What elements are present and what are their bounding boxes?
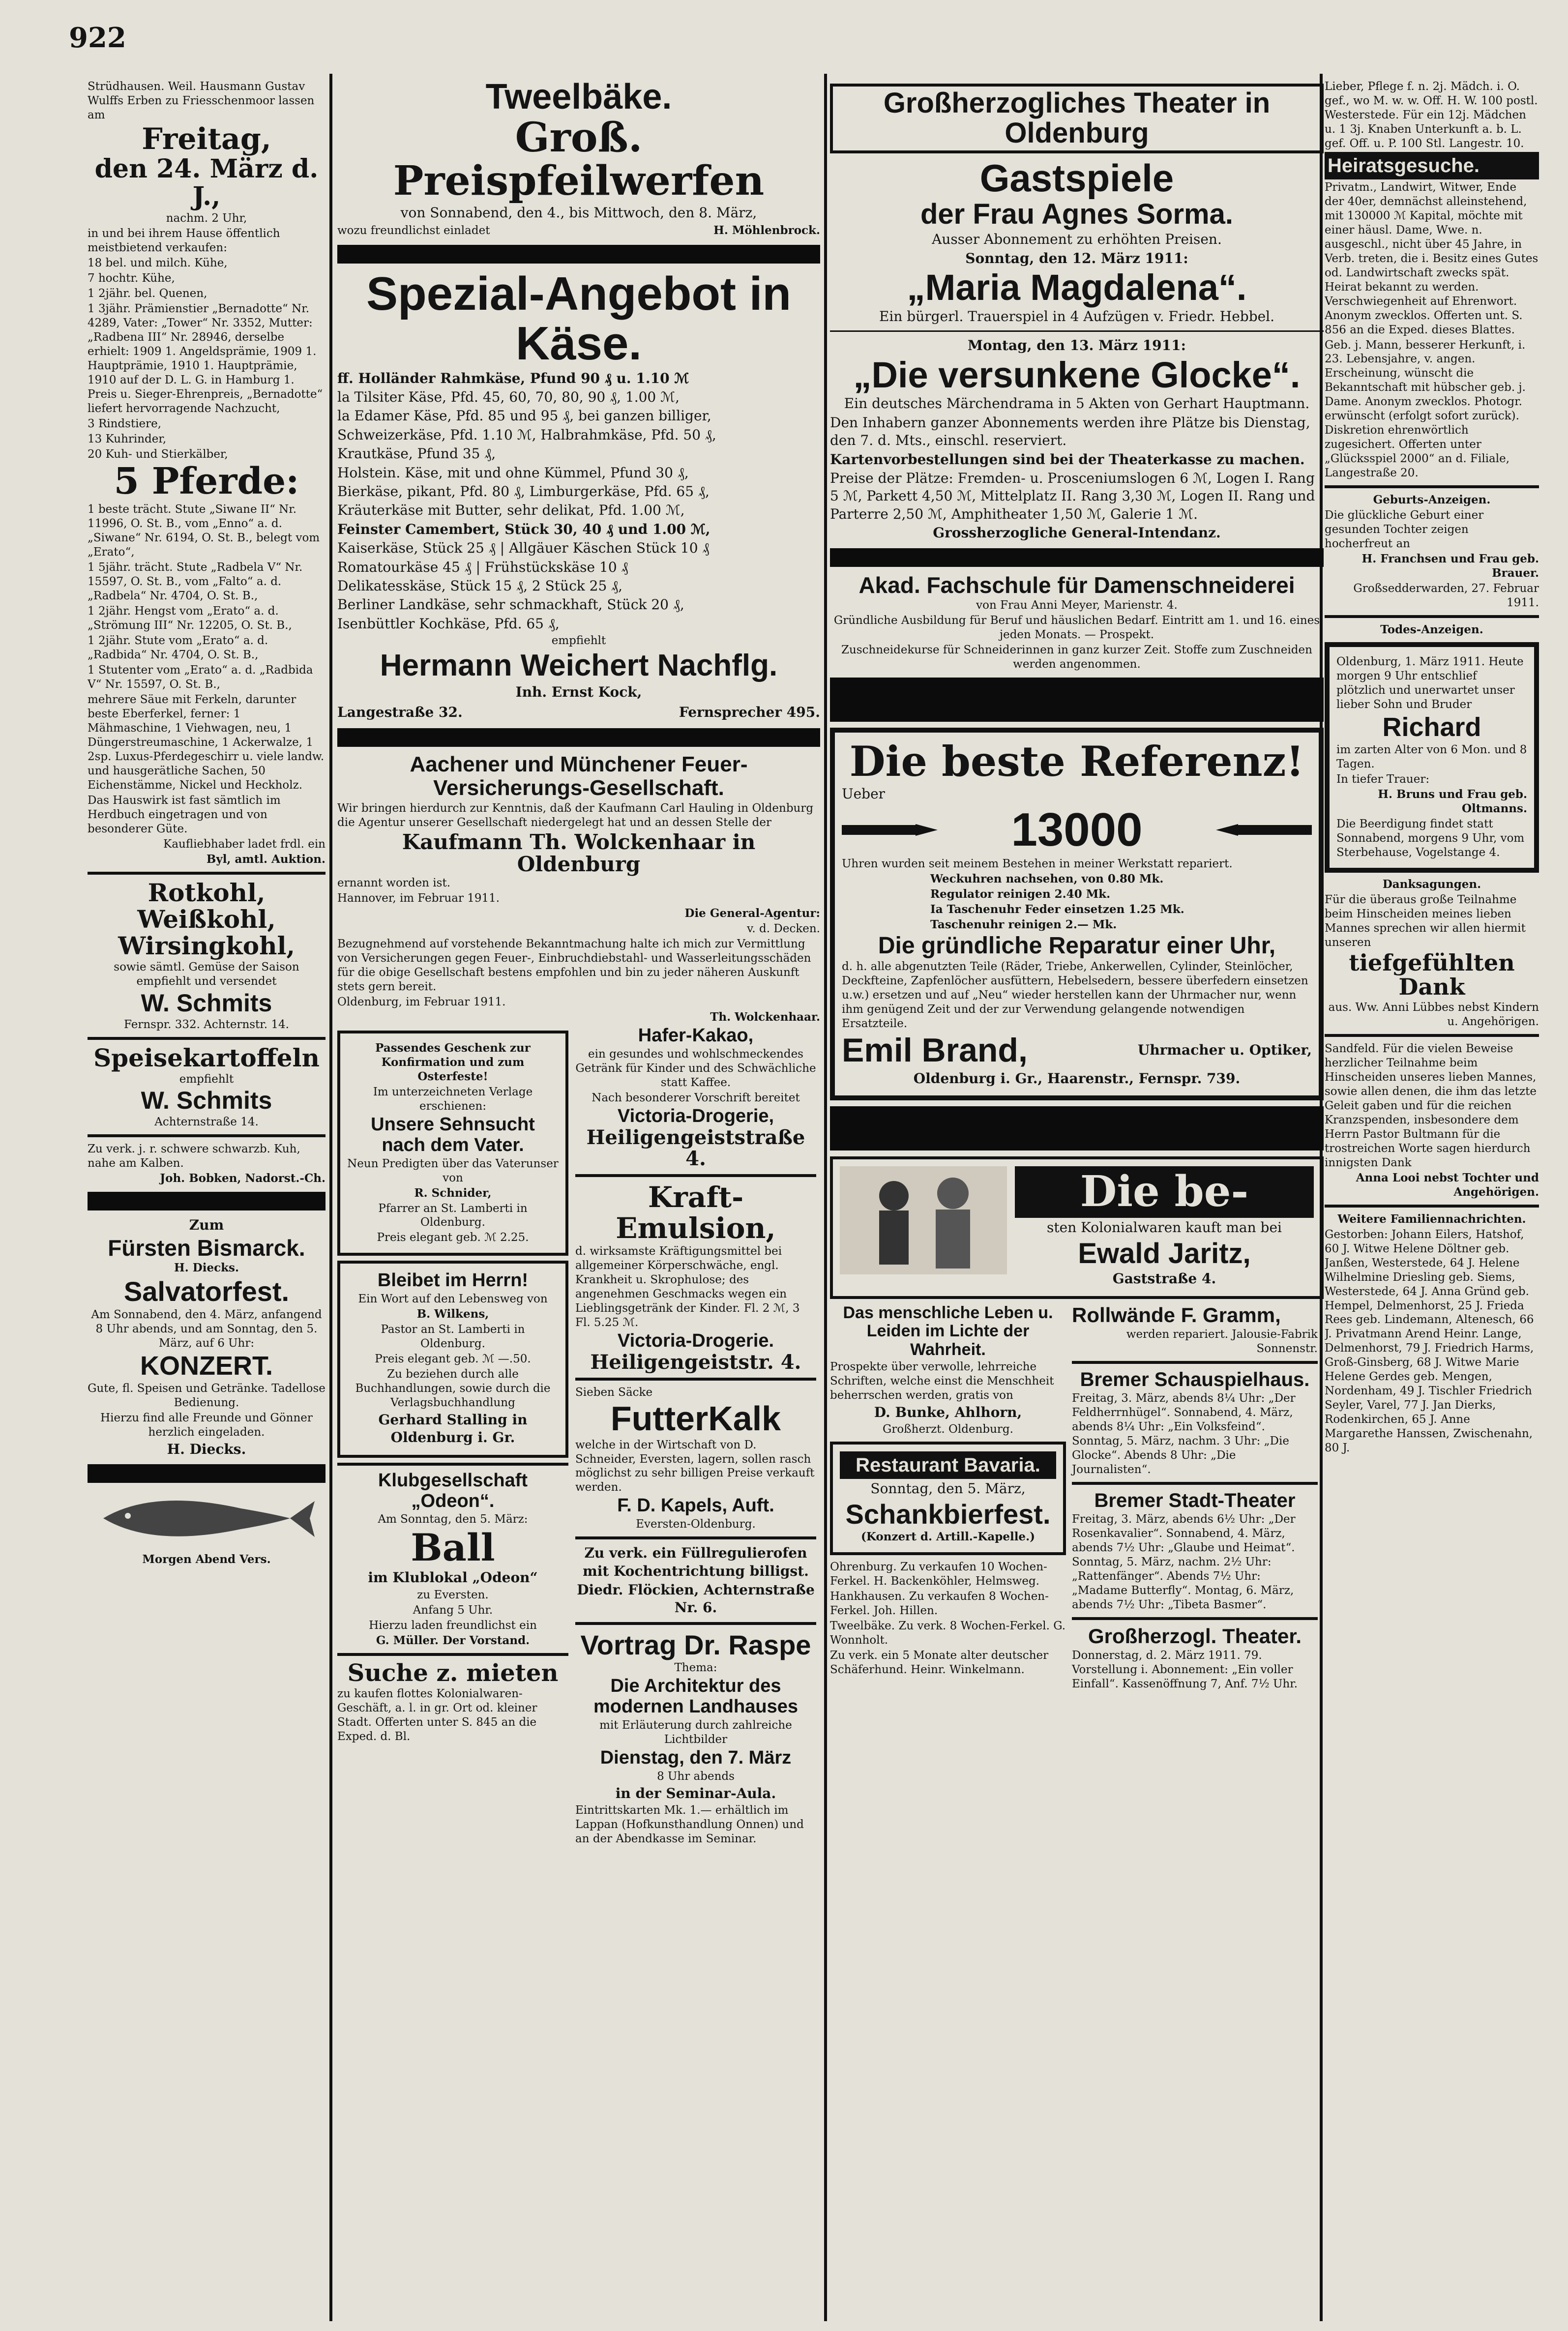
- list-item: 13 Kuhrinder,: [88, 432, 167, 445]
- insurance-named: ernannt worden ist.: [337, 877, 451, 890]
- list-item: Delikatesskäse, Stück 15 ₰, 2 Stück 25 ₰,: [337, 577, 623, 594]
- leben-text: Prospekte über verwolle, lehrreiche Schriften, welche einst die Menschheit beherrschen werden, gratis von: [830, 1360, 1054, 1402]
- dank2-text: Sandfeld. Für die vielen Beweise herzlicher Teilnahme beim Hinscheiden unseres lieben Mannes, sowie allen denen, die ihm das letzte Geleit gaben und für die reichen Kranzspenden, insbesondere dem Herrn Pastor Bultmann für die trostreichen Worte sagen hierdurch innigsten Dank: [1325, 1042, 1537, 1169]
- gastspiele-heading: Gastspiele: [979, 156, 1174, 200]
- brand-address: Oldenburg i. Gr., Haarenstr., Fernspr. 739.: [913, 1070, 1241, 1087]
- gift-text-2: Neun Predigten über das Vaterunser von: [347, 1157, 559, 1184]
- fuell-text: Zu verk. ein Füllregulierofen mit Kochentrichtung billigst.: [583, 1545, 809, 1579]
- jaritz-name: Ewald Jaritz,: [1078, 1237, 1251, 1269]
- list-item: Romatourkäse 45 ₰ | Frühstückskäse 10 ₰: [337, 559, 628, 575]
- list-item: Feinster Camembert, Stück 30, 40 ₰ und 1.00 ℳ,: [337, 521, 710, 537]
- ghz-heading: Großherzogl. Theater.: [1088, 1624, 1302, 1648]
- ball-time: Anfang 5 Uhr.: [413, 1603, 493, 1617]
- kapels-name: F. D. Kapels, Auft.: [617, 1495, 774, 1516]
- cow-ad: Zu verk. j. r. schwere schwarzb. Kuh, nahe am Kalben.: [88, 1143, 300, 1170]
- list-item: 1 2jähr. Hengst vom „Erato“ a. d. „Strömung III“ Nr. 12205, O. St. B.,: [88, 605, 292, 632]
- list-item: 20 Kuh- und Stierkälber,: [88, 447, 228, 461]
- list-item: 1 Stutenter vom „Erato“ a. d. „Radbida V“ Nr. 15597, O. St. B.,: [88, 664, 313, 691]
- list-item: Kaiserkäse, Stück 25 ₰ | Allgäuer Käschen Stück 10 ₰: [337, 540, 710, 557]
- bismarck-signature: H. Diecks.: [174, 1261, 239, 1275]
- gift-book: Unsere Sehnsucht nach dem Vater.: [371, 1114, 535, 1155]
- col3-right: [1072, 1304, 1318, 1692]
- stalling-column: [337, 1026, 568, 1847]
- konzert-heading: KONZERT.: [140, 1351, 273, 1381]
- list-item: 7 hochtr. Kühe,: [88, 271, 175, 285]
- black-bar: [88, 1192, 325, 1210]
- list-item: Taschenuhr reinigen 2.— Mk.: [930, 917, 1117, 931]
- divider: [1072, 1617, 1318, 1620]
- diebe-sub: sten Kolonialwaren kauft man bei: [1047, 1219, 1282, 1236]
- bavaria-ad: [830, 1442, 1066, 1555]
- bremer-text: Freitag, 3. März, abends 8¼ Uhr: „Der Feldherrnhügel“. Sonnabend, 4. März, abends 8¼ Uhr: „Ein Volksfeind“. Sonntag, 5. März, nachm. 3 Uhr: „Die Glocke“. Abends 8 Uhr: „Die Journalisten“.: [1072, 1391, 1296, 1476]
- insurance-place: Hannover, im Februar 1911.: [337, 892, 500, 905]
- bleibet-ad: [337, 1261, 568, 1457]
- divider: [575, 1622, 816, 1625]
- brand-name: Emil Brand,: [842, 1032, 1028, 1069]
- black-bar: [88, 1464, 325, 1483]
- auction-extras: mehrere Säue mit Ferkeln, darunter beste Eberferkel, ferner: 1 Mähmaschine, 1 Viehwagen, neu, 1 Düngerstreumaschine, 1 Ackerwalze, 1 2sp. Luxus-Pferdegeschirr u. viele landw. und hausgerätliche Sachen, 50 Eichenstämme, Nickel und Heckholz.: [88, 693, 325, 792]
- firm-street: Langestraße 32.: [337, 704, 463, 720]
- divider: [1072, 1482, 1318, 1485]
- small-ad-4: Zu verk. ein 5 Monate alter deutscher Schäferhund. Heinr. Winkelmann.: [830, 1649, 1049, 1676]
- black-bar: [830, 548, 1324, 567]
- suche-heading: Suche z. mieten: [347, 1659, 559, 1687]
- rollwaende-heading: Rollwände F. Gramm,: [1072, 1303, 1281, 1327]
- play2-title: „Die versunkene Glocke“.: [853, 354, 1301, 395]
- auction-text: in und bei ihrem Hause öffentlich meistbietend verkaufen:: [88, 227, 280, 254]
- divider: [88, 1037, 325, 1040]
- preispfeil-heading: Groß. Preispfeilwerfen: [393, 114, 765, 205]
- divider: [1072, 1361, 1318, 1364]
- referenz-text-2: d. h. alle abgenutzten Teile (Räder, Triebe, Ankerwellen, Cylinder, Steinlöcher, Deckfteine, Zapfenlöcher ausfüttern, Hebelsedern, bessere überfedern einsetzen u.w.) ersetzen und auf „Neu“ wieder herstellen kann der Uhrmacher nur, wenn ihm genügend Zeit und der zur Verwendung gelangende notwendigen Ersatzteile.: [842, 960, 1308, 1031]
- leben-heading: Das menschliche Leben u. Leiden im Lichte der Wahrheit.: [843, 1303, 1053, 1359]
- ball-place: im Klublokal „Odeon“: [368, 1569, 538, 1586]
- divider: [575, 1536, 816, 1539]
- list-item: Isenbüttler Kochkäse, Pfd. 65 ₰,: [337, 615, 560, 632]
- victoria-street-2: Heiligengeiststr. 4.: [590, 1350, 801, 1374]
- firm-name: Hermann Weichert Nachflg.: [380, 649, 778, 683]
- diebe-heading: Die be-: [1015, 1166, 1314, 1218]
- schmits-name-2: W. Schmits: [141, 1087, 272, 1115]
- insurance-agency-2: v. d. Decken.: [747, 922, 820, 936]
- heirat-text-2: Geb. j. Mann, besserer Herkunft, i. 23. Lebensjahre, v. angen. Erscheinung, wünscht die Bekanntschaft mit hübscher geb. j. Dame. Anonym zwecklos. Photogr. erwünscht (erfolgt sofort zurück). Diskretion ehrenwörtlich zugesichert. Offerten unter „Glücksspiel 2000“ an d. Filiale, Langestraße 20.: [1325, 338, 1526, 480]
- raspe-thema: Thema:: [674, 1661, 717, 1675]
- raspe-heading: Vortrag Dr. Raspe: [580, 1629, 811, 1660]
- tod-text: Oldenburg, 1. März 1911. Heute morgen 9 Uhr entschlief plötzlich und unerwartet unser lieber Sohn und Bruder: [1336, 655, 1524, 711]
- small-ad-3: Tweelbäke. Zu verk. 8 Wochen-Ferkel. G. Wonnholt.: [830, 1620, 1066, 1647]
- small-ad-1: Ohrenburg. Zu verkaufen 10 Wochen-Ferkel. H. Backenköhler, Helmsweg.: [830, 1561, 1047, 1588]
- schmits-name: W. Schmits: [141, 989, 272, 1017]
- akad-heading: Akad. Fachschule für Damenschneiderei: [858, 572, 1295, 598]
- geburt-place: Großsedderwarden, 27. Februar 1911.: [1353, 582, 1539, 609]
- konzert-text: Gute, fl. Speisen und Getränke. Tadellose Bedienung.: [88, 1382, 325, 1410]
- victoria-name-2: Victoria-Drogerie.: [617, 1330, 774, 1352]
- dank-text: Für die überaus große Teilnahme beim Hinscheiden meines lieben Mannes sprechen wir allen hiermit unseren: [1325, 893, 1526, 949]
- auction-day: Freitag,: [142, 121, 271, 156]
- potato-heading: Speisekartoffeln: [93, 1043, 320, 1072]
- divider: [830, 330, 1324, 332]
- dank2-signature: Anna Looi nebst Tochter und Angehörigen.: [1356, 1171, 1539, 1199]
- preispfeil-invite: wozu freundlichst einladet: [337, 224, 490, 237]
- bremer-heading: Bremer Schauspielhaus.: [1080, 1368, 1310, 1390]
- list-item: Weckuhren nachsehen, von 0.80 Mk.: [930, 872, 1164, 885]
- firm-phone: Fernsprecher 495.: [679, 704, 820, 720]
- fish-icon: [93, 1489, 320, 1548]
- auction-time: nachm. 2 Uhr,: [166, 212, 247, 225]
- burglar-illustration-icon: [840, 1166, 1007, 1274]
- divider: [1325, 485, 1539, 488]
- cheese-list: [337, 370, 820, 633]
- vegetable-heading: Rotkohl, Weißkohl, Wirsingkohl,: [118, 878, 295, 960]
- theater-header: [830, 84, 1324, 153]
- cheese-sub: empfiehlt: [551, 634, 606, 648]
- schankbier-sub: (Konzert d. Artill.-Kapelle.): [861, 1530, 1035, 1544]
- ball-heading: Ball: [411, 1526, 495, 1570]
- brand-sub: Uhrmacher u. Optiker,: [1137, 1042, 1312, 1059]
- ball-sub: zu Eversten.: [417, 1588, 489, 1601]
- list-item: 1 beste trächt. Stute „Siwane II“ Nr. 11996, O. St. B., vom „Enno“ a. d. „Siwane“ Nr. 6194, O. St. B., belegt vom „Erato“,: [88, 503, 320, 559]
- salvator-heading: Salvatorfest.: [123, 1276, 290, 1307]
- black-bar: [830, 678, 1324, 722]
- futter-text: welche in der Wirtschaft von D. Schneider, Eversten, lagern, sollen rasch möglichst zu sehr billigen Preise verkauft werden.: [575, 1438, 815, 1494]
- pflege-ad: Lieber, Pflege f. n. 2j. Mädch. i. O. gef., wo M. w. w. Off. H. W. 100 postl. Westerstede. Für ein 12j. Mädchen u. 1 3j. Knaben Unterkunft a. b. L. gef. Off. u. P. 100 Stl. Langestr. 10.: [1325, 80, 1538, 150]
- column-4: [1325, 79, 1539, 2316]
- victoria-street: Heiligengeiststraße 4.: [586, 1125, 805, 1170]
- kraft-heading: Kraft-Emulsion,: [616, 1180, 776, 1245]
- geburt-heading: Geburts-Anzeigen.: [1373, 493, 1491, 507]
- referenz-text: Uhren wurden seit meinem Bestehen in meiner Werkstatt repariert.: [842, 857, 1233, 870]
- bavaria-date: Sonntag, den 5. März,: [870, 1480, 1026, 1497]
- referenz-price-list: [842, 872, 1312, 932]
- akad-text-2: Zuschneidekurse für Schneiderinnen in ganz kurzer Zeit. Stoffe zum Zuschneiden werden angenommen.: [841, 644, 1312, 671]
- geburt-signature: H. Franchsen und Frau geb. Brauer.: [1361, 552, 1539, 580]
- col3-left: [830, 1304, 1066, 1692]
- futter-intro: Sieben Säcke: [575, 1386, 653, 1399]
- tod-text-4: Die Beerdigung findet statt Sonnabend, morgens 9 Uhr, vom Sterbehause, Vogelstange 4.: [1336, 818, 1525, 859]
- dank-heading: Danksagungen.: [1382, 877, 1481, 891]
- tod-text-3: In tiefer Trauer:: [1336, 773, 1430, 786]
- referenz-repair: Die gründliche Reparatur einer Uhr,: [878, 932, 1276, 959]
- kraft-text: d. wirksamste Kräftigungsmittel bei allgemeiner Körperschwäche, engl. Krankheit u. Skrophulose; des angenehmen Geschmacks wegen ein Lieblingsgetränk der Kinder. Fl. 2 ℳ, 3 Fl. 5.25 ℳ.: [575, 1245, 800, 1329]
- gift-price: Preis elegant geb. ℳ 2.25.: [377, 1231, 529, 1244]
- referenz-number: 13000: [1011, 803, 1143, 856]
- geburt-text: Die glückliche Geburt einer gesunden Tochter zeigen hocherfreut an: [1325, 509, 1484, 551]
- dank-big: tiefgefühlten Dank: [1349, 949, 1515, 1001]
- insurance-text-2: Bezugnehmend auf vorstehende Bekanntmachung halte ich mich zur Vermittlung von Versicherungen gegen Feuer-, Einbruchdiebstahl- und Wasserleitungsschäden für die obige Gesellschaft bestens empfohlen und bin zu jeder näheren Auskunft stets gern bereit.: [337, 938, 811, 994]
- column-rule: [824, 74, 827, 2321]
- gift-ad: [337, 1031, 568, 1256]
- list-item: la Tilsiter Käse, Pfd. 45, 60, 70, 80, 90 ₰, 1.00 ℳ,: [337, 389, 680, 406]
- tod-text-2: im zarten Alter von 6 Mon. und 8 Tagen.: [1336, 743, 1527, 771]
- gift-author-2: Pfarrer an St. Lamberti in Oldenburg.: [378, 1202, 528, 1229]
- fish-caption: Morgen Abend Vers.: [142, 1553, 271, 1566]
- list-item: 1 2jähr. bel. Quenen,: [88, 287, 207, 300]
- divider: [88, 1134, 325, 1137]
- divider: [337, 1653, 568, 1656]
- column-3: [830, 79, 1324, 2316]
- black-bar: [337, 728, 820, 747]
- family-text: Gestorben: Johann Eilers, Hatshof, 60 J. Witwe Helene Döltner geb. Janßen, Westerstede, 64 J. Helene Wilhelmine Driesling geb. Siems, Westerstede, 64 J. Anna Gründ geb. Hempel, Delmenhorst, 25 J. Frieda Rees geb. Lindemann, Altenesch, 66 J. Privatmann Arend Heinr. Lange, Delmenhorst, 79 J. Friedrich Harms, Groß-Ginsberg, 68 J. Witwe Marie Helene Gerdes geb. Mengen, Nordenham, 49 J. Tischler Friedrich Seyler, Varel, 77 J. Jan Dierks, Rodenkirchen, 65 J. Anne Margarethe Hanssen, Zwischenahn, 80 J.: [1325, 1228, 1534, 1455]
- raspe-text-2: Eintrittskarten Mk. 1.— erhältlich im Lappan (Hofkunsthandlung Onnen) und an der Abendkasse im Seminar.: [575, 1803, 804, 1845]
- divider: [575, 1174, 816, 1177]
- referenz-ueber: Ueber: [842, 785, 886, 802]
- auction-lead: Strüdhausen. Weil. Hausmann Gustav Wulffs Erben zu Friesschenmoor lassen am: [88, 80, 315, 121]
- ghz-text: Donnerstag, d. 2. März 1911. 79. Vorstellung i. Abonnement: „Ein voller Einfall“. Kassenöffnung 7, Anf. 7½ Uhr.: [1072, 1649, 1298, 1690]
- insurance-agent: Kaufmann Th. Wolckenhaar in Oldenburg: [402, 829, 756, 877]
- list-item: Schweizerkäse, Pfd. 1.10 ℳ, Halbrahmkäse, Pfd. 50 ₰,: [337, 426, 716, 443]
- heirat-text-1: Privatm., Landwirt, Witwer, Ende der 40er, demnächst alleinstehend, mit 130000 ℳ Kapital, möchte mit einer häusl. Dame, Wwe. n. ausgeschl., nicht über 45 Jahre, in Verb. treten, die i. Besitz eines Gutes od. Landwirtschaft zwecks spät. Heirat bekannt zu werden. Verschwiegenheit auf Ehrenwort. Anonym zwecklos. Offerten unt. S. 856 an die Exped. dieses Blattes.: [1325, 180, 1538, 336]
- bavaria-heading: Restaurant Bavaria.: [840, 1451, 1056, 1479]
- firm-owner: Inh. Ernst Kock,: [515, 684, 642, 701]
- odeon-text: Am Sonntag, den 5. März:: [378, 1513, 528, 1526]
- victoria-name: Victoria-Drogerie,: [617, 1105, 774, 1126]
- referenz-heading: Die beste Referenz!: [849, 737, 1304, 786]
- gift-text: Im unterzeichneten Verlage erschienen:: [373, 1086, 533, 1113]
- auction-signature: Byl, amtl. Auktion.: [206, 852, 325, 866]
- play1-date: Sonntag, den 12. März 1911:: [965, 250, 1188, 266]
- bleibet-price: Preis elegant geb. ℳ —.50.: [375, 1353, 531, 1366]
- salvator-text: Am Sonnabend, den 4. März, anfangend 8 Uhr abends, und am Sonntag, den 5. März, auf 6 Uhr:: [91, 1308, 322, 1350]
- konzert-text-2: Hierzu find alle Freunde und Gönner herzlich eingeladen.: [100, 1412, 313, 1439]
- list-item: Krautkäse, Pfund 35 ₰,: [337, 445, 496, 462]
- tod-heading: Todes-Anzeigen.: [1380, 622, 1483, 636]
- play2-date: Montag, den 13. März 1911:: [968, 337, 1186, 354]
- list-item: 1 3jähr. Prämienstier „Bernadotte“ Nr. 4289, Vater: „Tower“ Nr. 3352, Mutter: „Radbena III“ Nr. 28946, derselbe erhielt: 1909 1. Angeldsprämie, 1909 1. Hauptprämie, 1910 1. Hauptprämie, 1910 auf der D. L. G. in Hamburg 1. Preis u. Sieger-Ehrenpreis, „Bernadotte“ liefert hervorragende Nachzucht,: [88, 302, 323, 415]
- auction-herdbook: Das Hauswirk ist fast sämtlich im Herdbuch eingetragen und von besonderer Güte.: [88, 794, 281, 835]
- theater-intendanz: Grossherzogliche General-Intendanz.: [933, 525, 1221, 541]
- vegetable-text: sowie sämtl. Gemüse der Saison empfiehlt und versendet: [114, 960, 299, 988]
- gift-heading: Passendes Geschenk zur Konfirmation und zum Osterfeste!: [375, 1041, 531, 1084]
- insurance-place-2: Oldenburg, im Februar 1911.: [337, 996, 506, 1009]
- theater-preise: Preise der Plätze: Fremden- u. Prosceniumslogen 6 ℳ, Logen I. Rang 5 ℳ, Parkett 4,50 ℳ, Mittelplatz II. Rang 3,30 ℳ, Logen II. Rang und Parterre 2,50 ℳ, Amphitheater 1,50 ℳ, Galerie 1 ℳ.: [830, 470, 1315, 522]
- futterkalk-heading: FutterKalk: [610, 1399, 781, 1438]
- small-ad-2: Hankhausen. Zu verkaufen 8 Wochen-Ferkel. Joh. Hillen.: [830, 1590, 1049, 1618]
- cheese-heading: Spezial-Angebot in Käse.: [366, 267, 791, 370]
- bleibet-heading: Bleibet im Herrn!: [377, 1270, 529, 1291]
- leben-signature: D. Bunke, Ahlhorn,: [874, 1404, 1022, 1420]
- jaritz-ad: [830, 1156, 1324, 1298]
- divider: [337, 1463, 568, 1466]
- insurance-heading: Aachener und Münchener Feuer-Versicherungs-Gesellschaft.: [410, 752, 748, 800]
- insurance-agency: Die General-Agentur:: [684, 907, 820, 920]
- cow-ad-signature: Joh. Bobken, Nadorst.-Ch.: [160, 1172, 325, 1185]
- pointing-hand-icon: [842, 815, 940, 845]
- tod-signature: H. Bruns und Frau geb. Oltmanns.: [1378, 788, 1527, 816]
- raspe-place: in der Seminar-Aula.: [615, 1785, 776, 1801]
- divider: [1325, 1205, 1539, 1208]
- raspe-time: 8 Uhr abends: [657, 1770, 735, 1783]
- insurance-signature: Th. Wolckenhaar.: [710, 1010, 820, 1024]
- akad-by: von Frau Anni Meyer, Marienstr. 4.: [976, 599, 1178, 612]
- list-item: 3 Rindstiere,: [88, 417, 162, 430]
- rollwaende-sub: werden repariert. Jalousie-Fabrik Sonnenstr.: [1126, 1328, 1318, 1355]
- list-item: 1 2jähr. Stute vom „Erato“ a. d. „Radbida“ Nr. 4704, O. St. B.,: [88, 634, 268, 662]
- list-item: la Edamer Käse, Pfd. 85 und 95 ₰, bei ganzen billiger,: [337, 408, 711, 424]
- konzert-signature: H. Diecks.: [167, 1441, 246, 1458]
- schankbier-heading: Schankbierfest.: [845, 1498, 1051, 1530]
- gift-author: R. Schnider,: [414, 1186, 492, 1200]
- column-rule: [329, 74, 332, 2321]
- raspe-date: Dienstag, den 7. März: [600, 1747, 792, 1768]
- black-bar: [337, 245, 820, 264]
- list-item: Holstein. Käse, mit und ohne Kümmel, Pfund 30 ₰,: [337, 464, 689, 481]
- tod-ad: [1325, 642, 1539, 873]
- column-2: [337, 79, 820, 2316]
- hafer-heading: Hafer-Kakao,: [638, 1025, 754, 1046]
- kapels-place: Eversten-Oldenburg.: [636, 1518, 756, 1531]
- ball-signature: G. Müller. Der Vorstand.: [376, 1633, 530, 1647]
- list-item: Ia Taschenuhr Feder einsetzen 1.25 Mk.: [930, 902, 1184, 916]
- leben-signature-2: Großherzt. Oldenburg.: [883, 1423, 1013, 1436]
- cattle-list: [88, 256, 325, 462]
- play1-sub: Ein bürgerl. Trauerspiel in 4 Aufzügen v. Friedr. Hebbel.: [879, 308, 1275, 325]
- heirat-heading: Heiratsgesuche.: [1325, 152, 1539, 179]
- stadt-text: Freitag, 3. März, abends 6½ Uhr: „Der Rosenkavalier“. Sonnabend, 4. März, abends 7½ Uhr: „Glaube und Heimat“. Sonntag, 5. März, nachm. 2½ Uhr: „Rattenfänger“. Abends 7½ Uhr: „Madame Butterfly“. Montag, 6. März, abends 7½ Uhr: „Tibeta Basmer“.: [1072, 1512, 1296, 1611]
- bleibet-author-2: Pastor an St. Lamberti in Oldenburg.: [381, 1323, 525, 1351]
- play1-title: „Maria Magdalena“.: [907, 267, 1247, 308]
- list-item: ff. Holländer Rahmkäse, Pfund 90 ₰ u. 1.10 ℳ: [337, 370, 689, 386]
- hafer-text: ein gesundes und wohlschmeckendes Getränk für Kinder und des Schwächliche statt Kaffee.: [575, 1047, 816, 1089]
- stadt-heading: Bremer Stadt-Theater: [1094, 1489, 1296, 1511]
- list-item: Bierkäse, pikant, Pfd. 80 ₰, Limburgerkäse, Pfd. 65 ₰,: [337, 483, 710, 500]
- preispfeil-signature: H. Möhlenbrock.: [713, 224, 820, 237]
- play2-sub: Ein deutsches Märchendrama in 5 Akten von Gerhart Hauptmann.: [844, 395, 1310, 412]
- divider: [1325, 615, 1539, 618]
- bismarck-heading: Fürsten Bismarck.: [108, 1235, 305, 1261]
- divider: [575, 1378, 816, 1381]
- fuell-signature: Diedr. Flöckien, Achternstraße Nr. 6.: [577, 1581, 815, 1616]
- stalling-publisher: Gerhard Stalling in Oldenburg i. Gr.: [378, 1411, 528, 1446]
- raspe-text: mit Erläuterung durch zahlreiche Lichtbilder: [599, 1718, 792, 1746]
- bleibet-author: B. Wilkens,: [416, 1307, 489, 1321]
- theater-heading: Großherzogliches Theater in Oldenburg: [883, 87, 1271, 149]
- page-number: 922: [69, 22, 126, 54]
- tod-name: Richard: [1382, 712, 1481, 742]
- bleibet-text-2: Zu beziehen durch alle Buchhandlungen, sowie durch die Verlagsbuchhandlung: [355, 1368, 551, 1409]
- akad-text: Gründliche Ausbildung für Beruf und häuslichen Bedarf. Eintritt am 1. und 16. eines jeden Monats. — Prospekt.: [833, 614, 1320, 642]
- dank-signature: aus. Ww. Anni Lübbes nebst Kindern u. Angehörigen.: [1328, 1001, 1539, 1029]
- list-item: Regulator reinigen 2.40 Mk.: [930, 887, 1111, 901]
- schmits-address-2: Achternstraße 14.: [154, 1116, 259, 1129]
- theater-karten: Kartenvorbestellungen sind bei der Theaterkasse zu machen.: [830, 451, 1305, 468]
- tweelbaeke-title: Tweelbäke.: [485, 79, 672, 117]
- list-item: Berliner Landkäse, sehr schmackhaft, Stück 20 ₰,: [337, 596, 684, 613]
- preispfeil-dates: von Sonnabend, den 4., bis Mittwoch, den 8. März,: [400, 204, 757, 221]
- divider: [1325, 1034, 1539, 1037]
- schmits-address: Fernspr. 332. Achternstr. 14.: [124, 1018, 289, 1031]
- drogerie-column: [575, 1026, 816, 1847]
- jaritz-street: Gaststraße 4.: [1112, 1270, 1216, 1287]
- family-heading: Weitere Familiennachrichten.: [1337, 1212, 1526, 1226]
- ball-invite: Hierzu laden freundlichst ein: [369, 1619, 537, 1632]
- list-item: Kräuterkäse mit Butter, sehr delikat, Pfd. 1.00 ℳ,: [337, 502, 685, 519]
- list-item: 18 bel. und milch. Kühe,: [88, 256, 228, 269]
- theater-abo: Den Inhabern ganzer Abonnements werden ihre Plätze bis Dienstag, den 7. d. Mts., einschl. reserviert.: [830, 414, 1310, 449]
- suche-text: zu kaufen flottes Kolonialwaren-Geschäft, a. l. in gr. Ort od. kleiner Stadt. Offerten unter S. 845 an die Exped. d. Bl.: [337, 1687, 537, 1743]
- column-1: [88, 79, 325, 2316]
- hafer-text-2: Nach besonderer Vorschrift bereitet: [592, 1091, 800, 1104]
- bismarck-zum: Zum: [189, 1217, 224, 1234]
- divider: [88, 872, 325, 875]
- horses-list: [88, 502, 325, 692]
- pointing-hand-icon: [1213, 815, 1312, 845]
- potato-sub: empfiehlt: [179, 1072, 234, 1086]
- sorma-sub: Ausser Abonnement zu erhöhten Preisen.: [932, 231, 1222, 248]
- referenz-ad: [830, 728, 1324, 1100]
- black-bar: [830, 1106, 1324, 1151]
- bleibet-text: Ein Wort auf den Lebensweg von: [358, 1293, 548, 1306]
- insurance-text: Wir bringen hierdurch zur Kenntnis, daß der Kaufmann Carl Hauling in Oldenburg die Agentur unserer Gesellschaft niedergelegt hat und an dessen Stelle der: [337, 801, 814, 829]
- auction-invite: Kaufliebhaber ladet frdl. ein: [163, 837, 325, 851]
- odeon-heading: Klubgesellschaft „Odeon“.: [378, 1470, 528, 1511]
- horses-heading: 5 Pferde:: [114, 460, 299, 503]
- sorma-heading: der Frau Agnes Sorma.: [920, 198, 1234, 230]
- raspe-topic: Die Architektur des modernen Landhauses: [593, 1676, 798, 1717]
- list-item: 1 5jähr. trächt. Stute „Radbela V“ Nr. 15597, O. St. B., vom „Falto“ a. d. „Radbela“ Nr. 4704, O. St. B.,: [88, 561, 303, 603]
- auction-date: den 24. März d. J.,: [94, 153, 319, 211]
